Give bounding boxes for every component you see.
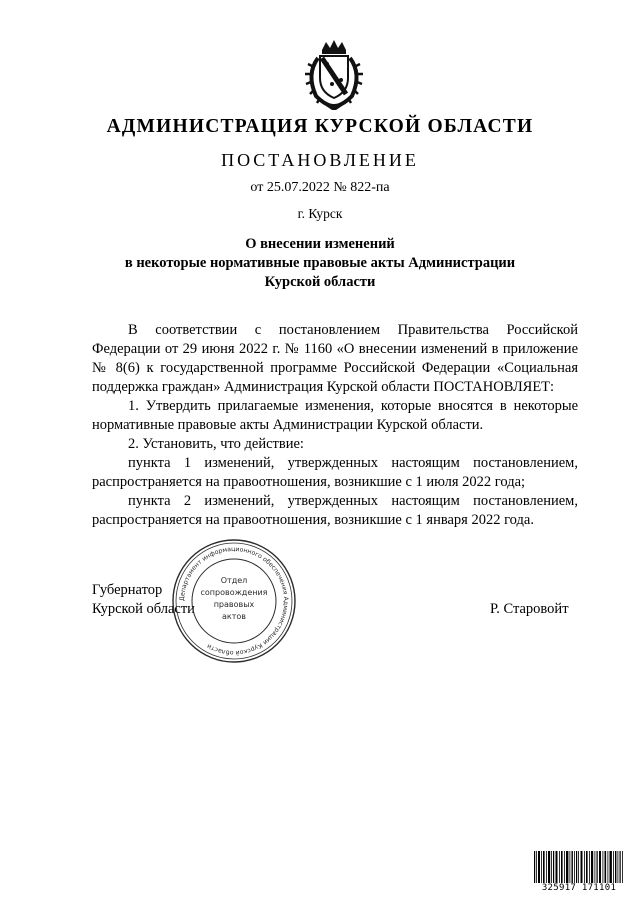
document-date-number: от 25.07.2022 № 822-па [250, 180, 390, 195]
item-2-paragraph: 2. Установить, что действие: [128, 436, 304, 452]
signer-name: Р. Старовойт [490, 601, 569, 617]
signer-title-line: Курской области [92, 601, 195, 617]
text-line: Федерации от 29 июня 2022 г. № 1160 «О внесении изменений в [92, 341, 499, 357]
text-line: пункта 1 изменений, утвержденных настоящим постановлением, [128, 455, 578, 471]
document-subject [0, 235, 640, 292]
item-2-sub-2-paragraph [92, 492, 578, 530]
text-line: 1. Утвердить прилагаемые изменения, которые вносятся в некоторые [128, 398, 578, 414]
subject-line: О внесении изменений [245, 236, 395, 252]
document-body [92, 321, 578, 530]
document-city: г. Курск [297, 206, 343, 221]
stamp-center-line: Отдел [220, 576, 248, 585]
text-line: распространяется на правоотношения, возникшие с 1 июля 2022 года; [92, 474, 526, 490]
subject-line: в некоторые нормативные правовые акты Администрации [124, 255, 516, 271]
official-stamp [170, 537, 298, 665]
organization-title: АДМИНИСТРАЦИЯ КУРСКОЙ ОБЛАСТИ [106, 116, 534, 137]
preamble-paragraph [92, 321, 578, 397]
text-line: распространяется на правоотношения, возникшие с 1 января 2022 года. [92, 512, 534, 528]
text-line: «Социальная поддержка граждан» Администрация Курской области [92, 360, 579, 395]
stamp-outer-text: Департамент информационного обеспечения Администрации Курской области [178, 545, 290, 657]
text-line: ПОСТАНОВЛЯЕТ: [433, 379, 555, 395]
text-line: пункта 2 изменений, утвержденных настоящим постановлением, [128, 493, 578, 509]
text-line: В соответствии с постановлением Правительства Российской [128, 322, 578, 338]
document-type: ПОСТАНОВЛЕНИЕ [221, 150, 419, 170]
kursk-coat-of-arms-icon [296, 40, 372, 112]
text-line: нормативные правовые акты Администрации Курской области. [92, 417, 484, 433]
subject-line: Курской области [264, 274, 376, 290]
stamp-center-line: правовых [213, 600, 255, 609]
item-2-sub-1-paragraph [92, 454, 578, 492]
text-line: приложение № 8(6) к государственной программе Российской Федерации [92, 341, 579, 376]
stamp-center-line: актов [221, 612, 247, 621]
signer-title-line: Губернатор [92, 582, 163, 598]
stamp-center-line: сопровождения [200, 588, 268, 597]
barcode-number: 325917 171101 [532, 883, 626, 893]
item-1-paragraph [92, 397, 578, 435]
